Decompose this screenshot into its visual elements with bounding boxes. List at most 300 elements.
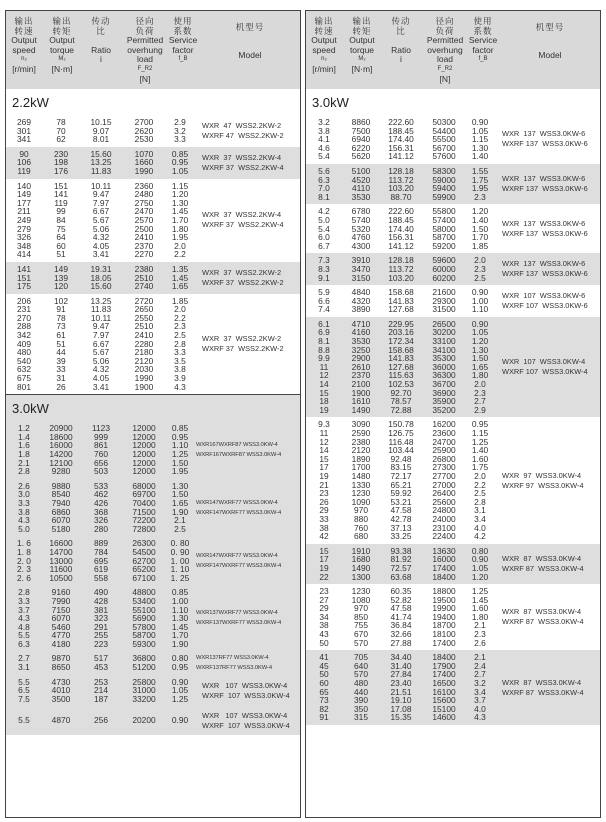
cell-col-0: 38 (319, 522, 329, 533)
cell-col-2: 533 (94, 480, 108, 491)
model-group (306, 253, 600, 285)
cell-col-2: 7.97 (92, 197, 110, 208)
cell-col-3: 54400 (432, 125, 456, 136)
cell-col-1: 970 (354, 505, 368, 516)
cell-col-2: 19.31 (90, 263, 112, 274)
cell-col-4: 3.1 (474, 505, 486, 516)
cell-col-1: 1700 (351, 462, 371, 473)
cell-col-3: 58700 (132, 630, 156, 641)
cell-col-2: 141.12 (388, 151, 414, 162)
model-line: WXR 47 WSS2.2KW-2 (202, 120, 282, 130)
cell-col-3: 55100 (132, 604, 156, 615)
cell-col-1: 6220 (351, 142, 371, 153)
cell-col-1: 9160 (51, 587, 71, 598)
cell-col-1: 4520 (351, 174, 371, 185)
cell-col-4: 0.95 (171, 662, 189, 673)
table-row (6, 525, 300, 534)
cell-col-3: 36800 (132, 653, 156, 664)
cell-col-4: 1.15 (471, 428, 489, 438)
cell-col-2: 113.72 (388, 263, 414, 274)
cell-col-0: 12 (319, 370, 329, 381)
cell-col-1: 4300 (351, 240, 371, 251)
cell-col-3: 26500 (432, 318, 456, 329)
cell-col-3: 19400 (432, 611, 456, 622)
cell-col-1: 4760 (351, 232, 371, 243)
cell-col-3: 71500 (132, 506, 156, 517)
model-label (202, 334, 284, 354)
cell-col-0: 3.3 (18, 595, 30, 606)
cell-col-4: 0.90 (471, 117, 489, 127)
header-symbol: F_R2 (437, 65, 453, 72)
header-symbol: f_B (478, 56, 488, 63)
cell-col-1: 8650 (51, 662, 71, 673)
cell-col-2: 158.68 (388, 344, 414, 355)
cell-col-2: 5.06 (92, 355, 110, 366)
cell-col-1: 6780 (351, 206, 371, 217)
cell-col-4: 4.0 (474, 703, 486, 714)
cell-col-4: 0.95 (171, 157, 189, 168)
cell-col-2: 619 (94, 564, 108, 575)
cell-col-0: 177 (17, 197, 31, 208)
cell-col-1: 4010 (51, 685, 71, 696)
cell-col-0: 151 (17, 272, 31, 283)
cell-col-1: 970 (354, 603, 368, 614)
cell-col-0: 279 (17, 223, 31, 234)
cell-col-2: 115.63 (388, 370, 414, 381)
cell-col-2: 11.83 (90, 165, 112, 176)
cell-col-2: 52.82 (390, 594, 412, 605)
cell-col-2: 127.68 (388, 361, 414, 372)
model-line: WXRF137RF77 WSS3.0KW-4 (196, 665, 272, 672)
cell-col-3: 17400 (432, 637, 456, 648)
cell-col-0: 5.4 (318, 223, 330, 234)
model-group (6, 115, 300, 147)
cell-col-2: 517 (94, 653, 108, 664)
header-cn-line: 传动 (91, 16, 111, 26)
cell-col-1: 7150 (51, 604, 71, 615)
model-label (196, 498, 281, 518)
cell-col-2: 78.57 (390, 396, 412, 407)
table-row (6, 305, 300, 314)
cell-col-4: 1.05 (171, 685, 189, 696)
header-cn-line: 输出 (14, 16, 34, 26)
cell-col-3: 12000 (132, 449, 156, 459)
cell-col-4: 0.85 (171, 148, 189, 159)
cell-col-2: 5.06 (92, 223, 110, 234)
cell-col-4: 1.20 (471, 336, 489, 347)
model-label (502, 357, 588, 377)
cell-col-1: 1230 (351, 586, 371, 597)
model-label (502, 471, 584, 491)
cell-col-3: 62700 (132, 555, 156, 566)
cell-col-4: 2.5 (174, 330, 186, 341)
cell-col-1: 99 (56, 206, 66, 217)
cell-col-3: 29300 (432, 295, 456, 306)
cell-col-0: 22 (319, 571, 329, 582)
cell-col-0: 23 (319, 586, 329, 597)
model-group (306, 584, 600, 650)
cell-col-2: 93.38 (390, 545, 412, 556)
cell-col-4: 1.60 (471, 453, 489, 464)
cell-col-2: 47.58 (390, 603, 412, 614)
cell-col-3: 27300 (432, 462, 456, 473)
cell-col-0: 2. 6 (17, 572, 31, 583)
header-symbol: f_B (178, 56, 188, 63)
cell-col-4: 1.60 (471, 603, 489, 614)
cell-col-0: 65 (319, 686, 329, 697)
table-row (6, 640, 300, 649)
cell-col-4: 3.3 (174, 134, 186, 145)
header-en-line: factor (472, 44, 494, 55)
cell-col-3: 35300 (432, 353, 456, 364)
cell-col-0: 6.6 (318, 295, 330, 306)
cell-col-2: 60.35 (390, 586, 412, 597)
cell-col-0: 18 (319, 396, 329, 407)
header-en-line: factor (172, 44, 194, 55)
cell-col-1: 75 (56, 223, 66, 234)
cell-col-0: 1.8 (18, 449, 30, 459)
table-row (306, 532, 600, 541)
header-cn-line: 输出 (352, 16, 372, 26)
cell-col-2: 558 (94, 572, 108, 583)
cell-col-4: 2.1 (474, 652, 486, 663)
cell-col-2: 5.67 (92, 214, 110, 225)
cell-col-4: 0.80 (171, 653, 189, 664)
cell-col-1: 1330 (351, 479, 371, 490)
cell-col-4: 0.85 (171, 423, 189, 434)
cell-col-2: 65.21 (390, 479, 412, 490)
cell-col-3: 33200 (132, 693, 156, 704)
model-line: WXRF147WXRF77 WSS3.0KW-4 (196, 509, 282, 516)
cell-col-0: 11 (319, 361, 329, 372)
cell-col-2: 63.68 (390, 571, 412, 582)
cell-col-3: 68000 (132, 480, 156, 491)
cell-col-3: 36000 (432, 361, 456, 372)
table-row (6, 297, 300, 306)
cell-col-4: 2.3 (174, 321, 186, 332)
cell-col-3: 1900 (134, 381, 154, 392)
table-row (306, 713, 600, 722)
cell-col-1: 390 (354, 695, 368, 706)
cell-col-4: 2.9 (474, 404, 486, 415)
cell-col-0: 1.2 (18, 423, 30, 434)
header-cn-line: 负荷 (435, 25, 455, 36)
cell-col-2: 187 (94, 693, 108, 704)
model-line: WXRF 37 WSS2.2KW-4 (202, 162, 284, 172)
cell-col-3: 2280 (134, 338, 154, 349)
cell-col-2: 280 (94, 523, 108, 534)
model-line: WXRF 37 WSS2.2KW-4 (202, 220, 284, 230)
cell-col-2: 1123 (91, 423, 110, 434)
cell-col-4: 1.50 (471, 223, 489, 234)
table-header (6, 11, 300, 89)
model-line: WXRF 87 WSS3.0KW-4 (502, 687, 584, 697)
model-group (6, 294, 300, 395)
cell-col-3: 27000 (432, 479, 456, 490)
cell-col-0: 5.9 (318, 287, 330, 298)
model-label (502, 607, 584, 627)
cell-col-4: 1.10 (171, 604, 189, 615)
model-label (502, 554, 584, 574)
cell-col-1: 1480 (351, 470, 371, 481)
cell-col-1: 51 (56, 338, 66, 349)
cell-col-4: 1.40 (471, 445, 489, 456)
cell-col-2: 8.01 (92, 134, 110, 145)
cell-col-4: 2.3 (474, 263, 486, 274)
cell-col-2: 103.20 (388, 183, 414, 194)
cell-col-4: 4.3 (474, 712, 486, 723)
cell-col-1: 5180 (51, 523, 71, 534)
cell-col-2: 72.57 (390, 562, 412, 573)
cell-col-0: 38 (319, 620, 329, 631)
cell-col-0: 270 (17, 312, 31, 323)
cell-col-4: 2.1 (474, 620, 486, 631)
cell-col-0: 27 (319, 594, 329, 605)
cell-col-0: 15 (319, 387, 329, 398)
cell-col-0: 7.0 (318, 183, 330, 194)
cell-col-3: 18700 (432, 620, 456, 631)
cell-col-2: 116.48 (388, 436, 414, 447)
cell-col-1: 5620 (351, 151, 371, 162)
header-model-en: Model (238, 49, 262, 60)
cell-col-0: 2.1 (18, 457, 30, 468)
model-line: WXR137WXRF77 WSS3.0KW-4 (196, 610, 278, 617)
cell-col-0: 4.6 (318, 142, 330, 153)
cell-col-2: 156.31 (388, 232, 414, 243)
cell-col-0: 6.0 (318, 232, 330, 243)
cell-col-1: 119 (54, 197, 68, 208)
cell-col-0: 1. 6 (17, 538, 31, 549)
cell-col-0: 5.0 (318, 214, 330, 225)
model-line: WXRF 87 WSS3.0KW-4 (502, 617, 584, 627)
cell-col-1: 755 (354, 620, 368, 631)
cell-col-4: 1.20 (171, 189, 189, 200)
cell-col-0: 4.2 (318, 206, 330, 217)
cell-col-3: 33100 (432, 336, 456, 347)
cell-col-3: 58000 (432, 223, 456, 234)
cell-col-0: 3.1 (18, 662, 30, 673)
cell-col-4: 1.30 (471, 142, 489, 153)
cell-col-0: 5.5 (18, 630, 30, 641)
cell-col-0: 7.3 (318, 255, 330, 266)
cell-col-2: 88.70 (390, 191, 412, 202)
table-row (6, 365, 300, 374)
cell-col-3: 2120 (134, 355, 154, 366)
cell-col-1: 4320 (351, 295, 371, 306)
model-line: WXR 137 WSS3.0KW-6 (502, 174, 586, 184)
table-row (306, 639, 600, 648)
cell-col-2: 203.16 (388, 327, 414, 338)
model-line: WXRF 107 WSS3.0KW-4 (202, 720, 290, 730)
cell-col-0: 14 (319, 445, 329, 456)
cell-col-4: 2.9 (174, 117, 186, 127)
cell-col-3: 72800 (132, 523, 156, 534)
cell-col-3: 1990 (134, 165, 154, 176)
cell-col-0: 3.0 (18, 489, 30, 500)
model-group (306, 164, 600, 204)
cell-col-3: 15100 (432, 703, 456, 714)
cell-col-1: 1080 (351, 594, 371, 605)
cell-col-3: 2620 (134, 125, 154, 136)
cell-col-1: 149 (54, 263, 68, 274)
cell-col-1: 350 (354, 703, 368, 714)
cell-col-0: 7.5 (18, 693, 30, 704)
cell-col-1: 12100 (49, 457, 73, 468)
cell-col-3: 55800 (432, 206, 456, 217)
model-line: WXR 137 WSS3.0KW-6 (502, 129, 586, 139)
cell-col-1: 73 (56, 321, 66, 332)
cell-col-0: 4.8 (18, 621, 30, 632)
cell-col-1: 20900 (49, 423, 73, 434)
cell-col-0: 9.3 (318, 419, 330, 430)
cell-col-4: 1.70 (171, 214, 189, 225)
cell-col-1: 570 (354, 637, 368, 648)
cell-col-1: 5740 (351, 214, 371, 225)
cell-col-0: 6.9 (318, 327, 330, 338)
cell-col-3: 72200 (132, 515, 156, 526)
cell-col-3: 16000 (432, 554, 456, 565)
header-cn-line: 转矩 (52, 25, 72, 36)
cell-col-4: 1.55 (471, 165, 489, 176)
cell-col-3: 19900 (432, 603, 456, 614)
cell-col-4: 2.0 (174, 304, 186, 315)
model-group (306, 115, 600, 164)
cell-col-4: 2.2 (174, 249, 186, 260)
model-line: WXRF 37 WSS2.2KW-2 (202, 277, 284, 287)
cell-col-1: 198 (54, 157, 68, 168)
cell-col-2: 128.18 (388, 165, 414, 176)
table-row (6, 242, 300, 251)
cell-col-3: 12000 (132, 440, 156, 451)
cell-col-0: 6.3 (18, 638, 30, 649)
model-line: WXRF 97 WSS3.0KW-4 (502, 480, 584, 490)
table-row (6, 182, 300, 191)
header-col-3 (420, 17, 470, 84)
model-label (502, 219, 588, 239)
cell-col-2: 113.72 (388, 174, 414, 185)
cell-col-1: 2120 (351, 445, 371, 456)
header-unit: i (400, 54, 402, 65)
cell-col-4: 4.3 (174, 381, 186, 392)
cell-col-1: 3470 (351, 263, 371, 274)
cell-col-1: 570 (354, 669, 368, 680)
cell-col-2: 3.41 (92, 381, 110, 392)
cell-col-3: 1660 (134, 157, 154, 168)
cell-col-3: 50300 (432, 117, 456, 127)
cell-col-0: 2.7 (18, 653, 30, 664)
model-line: WXRF 137 WSS3.0KW-6 (502, 184, 588, 194)
cell-col-0: 19 (319, 404, 329, 415)
cell-col-1: 315 (354, 712, 368, 723)
cell-col-0: 42 (319, 531, 329, 542)
cell-col-1: 51 (56, 249, 66, 260)
cell-col-3: 16500 (432, 678, 456, 689)
cell-col-1: 62 (56, 134, 66, 145)
cell-col-0: 149 (17, 189, 31, 200)
model-label (202, 153, 284, 173)
header-col-4 (466, 17, 500, 65)
cell-col-0: 414 (17, 249, 31, 260)
cell-col-4: 2.0 (174, 240, 186, 251)
cell-col-3: 31500 (432, 304, 456, 315)
cell-col-4: 1.25 (171, 449, 189, 459)
cell-col-2: 253 (94, 676, 108, 687)
cell-col-2: 188.45 (388, 125, 414, 136)
cell-col-3: 14600 (432, 712, 456, 723)
cell-col-0: 90 (19, 148, 29, 159)
cell-col-1: 39 (56, 355, 66, 366)
power-rating-label: 3.0kW (312, 95, 349, 110)
cell-col-2: 214 (94, 685, 108, 696)
model-label (202, 268, 284, 288)
cell-col-3: 22400 (432, 531, 456, 542)
cell-col-1: 64 (56, 232, 66, 243)
cell-col-4: 1.15 (171, 180, 189, 191)
header-cn-line: 传动 (391, 16, 411, 26)
model-line: WXR 87 WSS3.0KW-4 (502, 677, 582, 687)
cell-col-1: 1490 (351, 562, 371, 573)
cell-col-4: 1.45 (171, 272, 189, 283)
header-en-line: load (436, 54, 454, 65)
cell-col-1: 1090 (351, 496, 371, 507)
cell-col-4: 1.65 (171, 281, 189, 292)
cell-col-3: 2720 (134, 295, 154, 306)
cell-col-2: 18.05 (90, 272, 112, 283)
cell-col-4: 1. 10 (170, 564, 190, 575)
cell-col-4: 0.90 (171, 676, 189, 687)
cell-col-2: 92.70 (390, 387, 412, 398)
cell-col-0: 801 (17, 381, 31, 392)
cell-col-4: 3.9 (174, 373, 186, 384)
cell-col-4: 1. 25 (170, 572, 190, 583)
cell-col-1: 6070 (51, 613, 71, 624)
cell-col-0: 140 (17, 180, 31, 191)
header-en-line: torque (349, 44, 375, 55)
cell-col-4: 2.3 (474, 387, 486, 398)
cell-col-4: 2.5 (174, 523, 186, 534)
model-group (6, 585, 300, 651)
cell-col-3: 2650 (134, 304, 154, 315)
cell-col-1: 33 (56, 364, 66, 375)
cell-col-3: 51200 (132, 662, 156, 673)
cell-col-3: 59000 (432, 174, 456, 185)
cell-col-1: 760 (354, 522, 368, 533)
cell-col-1: 10500 (49, 572, 73, 583)
cell-col-1: 102 (54, 295, 68, 306)
power-section (6, 89, 300, 394)
cell-col-4: 1. 00 (170, 555, 190, 566)
cell-col-4: 2.8 (474, 496, 486, 507)
cell-col-3: 18100 (432, 629, 456, 640)
cell-col-0: 342 (17, 330, 31, 341)
cell-col-3: 18400 (432, 652, 456, 663)
cell-col-0: 231 (17, 304, 31, 315)
model-line: WXR 97 WSS3.0KW-4 (502, 470, 582, 480)
cell-col-0: 4.1 (318, 134, 330, 145)
header-symbol: M₂ (358, 56, 366, 63)
cell-col-0: 60 (319, 678, 329, 689)
model-line: WXR 37 WSS2.2KW-4 (202, 152, 282, 162)
cell-col-2: 291 (94, 621, 108, 632)
cell-col-0: 1. 8 (17, 546, 31, 557)
cell-col-1: 1490 (351, 404, 371, 415)
cell-col-0: 5.5 (18, 676, 30, 687)
cell-col-2: 760 (94, 449, 108, 459)
model-line: WXR 37 WSS2.2KW-2 (202, 267, 282, 277)
cell-col-1: 880 (354, 513, 368, 524)
cell-col-4: 1.40 (471, 151, 489, 162)
cell-col-2: 381 (94, 604, 108, 615)
